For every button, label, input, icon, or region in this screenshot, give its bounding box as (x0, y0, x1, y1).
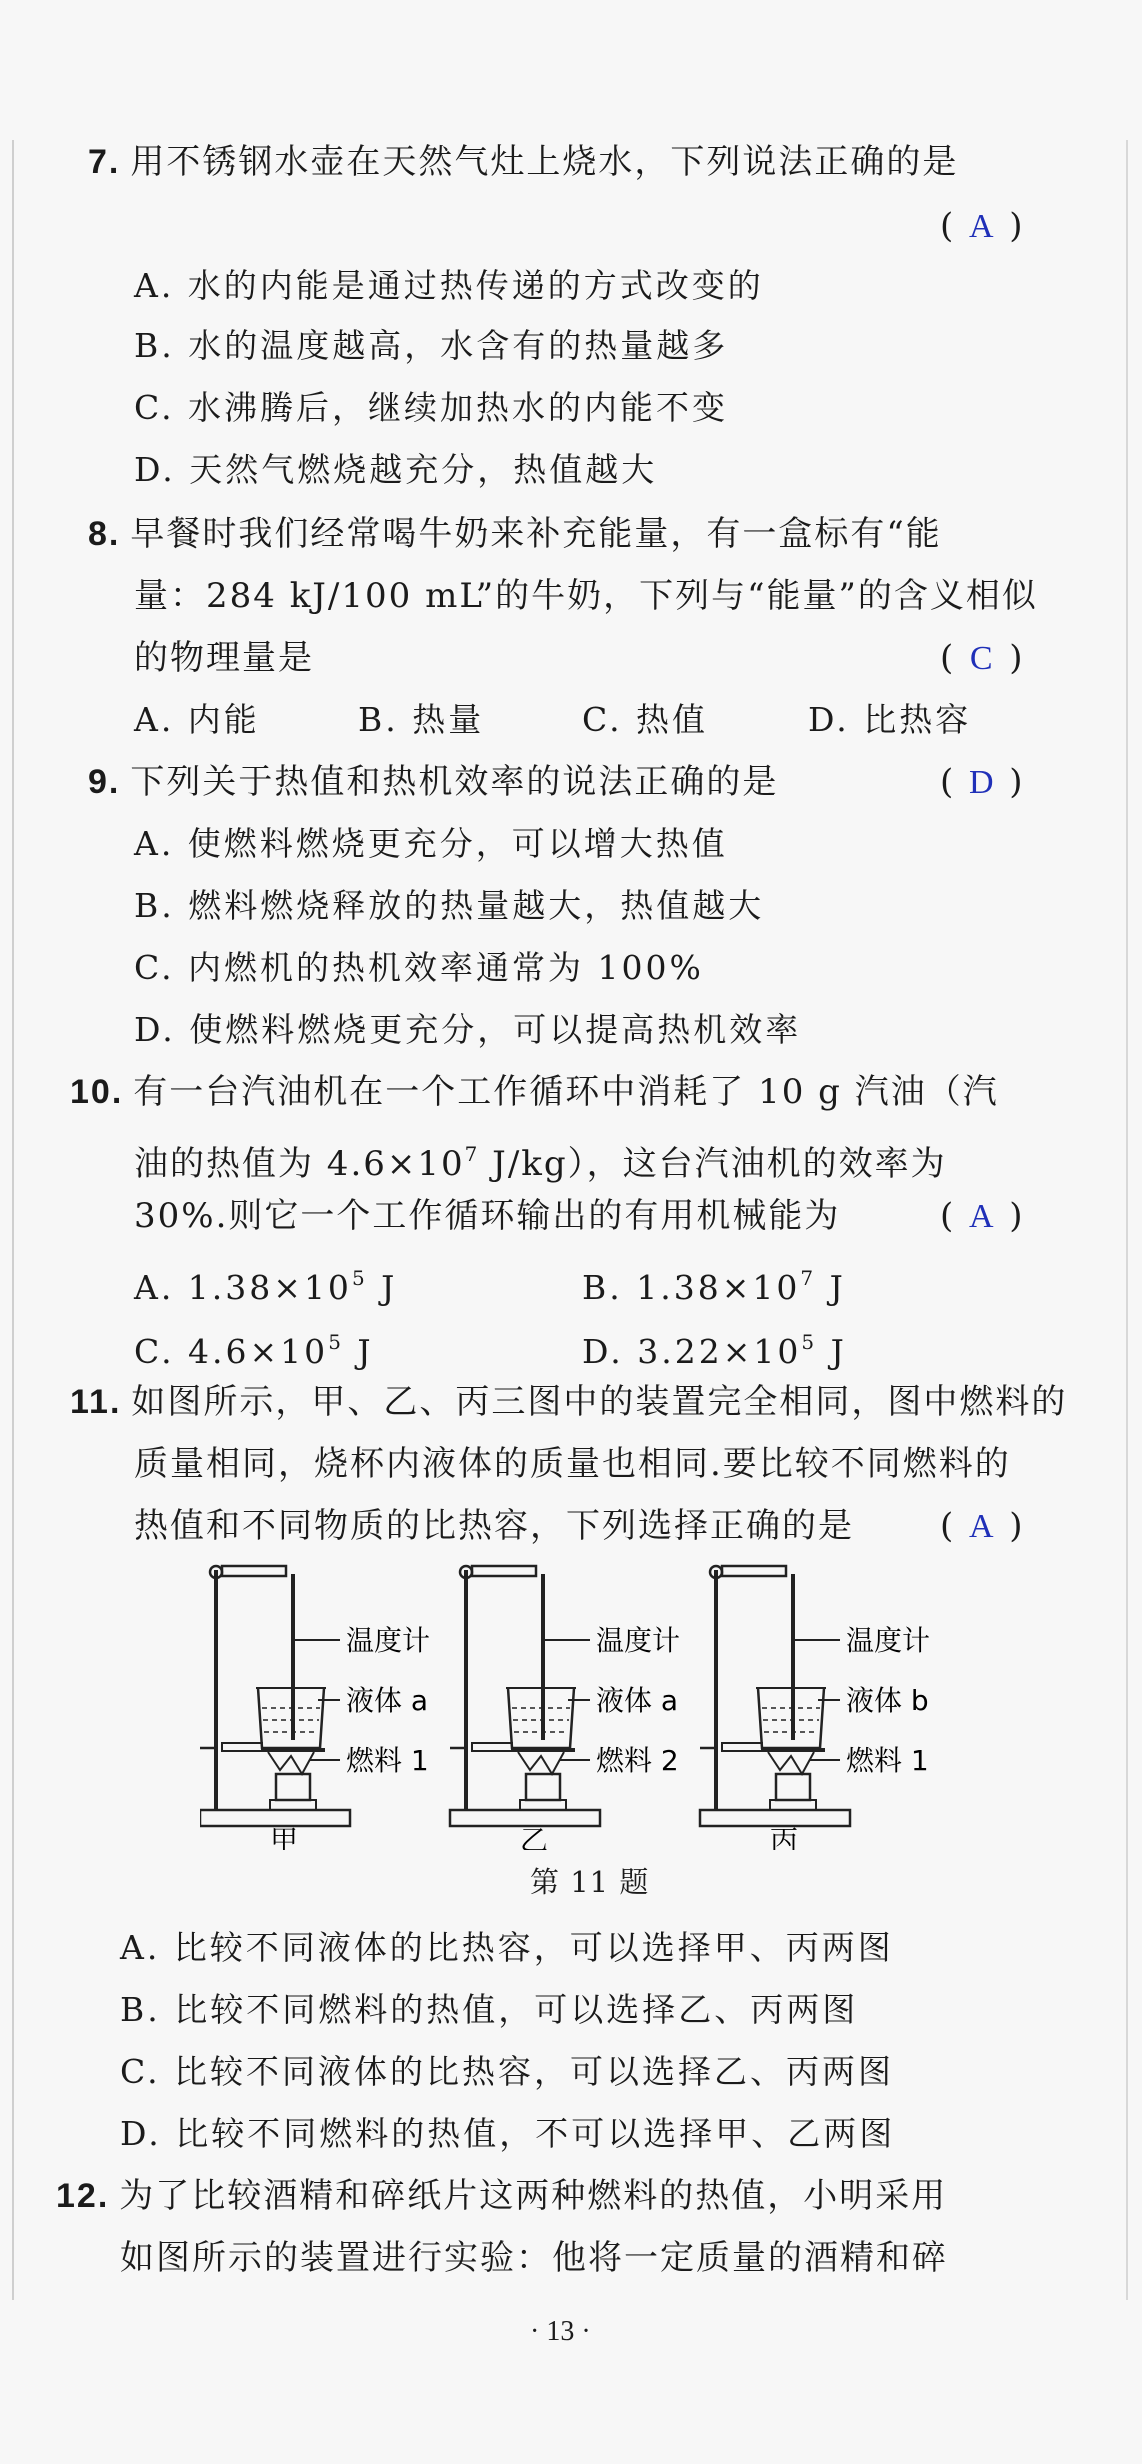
option-11c: C. 比较不同液体的比热容，可以选择乙、丙两图 (120, 2052, 895, 2091)
option-10c: C. $4.6\times 10^5$ J (134, 1330, 374, 1371)
label-panel-1: 甲 (270, 1824, 299, 1850)
answer-7: A (968, 208, 994, 245)
label-thermometer-2: 温度计 (596, 1624, 681, 1657)
answer-blank-11: ( A ) (940, 1504, 1023, 1549)
label-liquid-3: 液体 b (846, 1684, 929, 1717)
question-10-stem: 10. 有一台汽油机在一个工作循环中消耗了 10 g 汽油（汽 (70, 1072, 999, 1112)
question-11-stem-line2: 质量相同，烧杯内液体的质量也相同.要比较不同燃料的 (134, 1444, 1011, 1484)
option-11d: D. 比较不同燃料的热值，不可以选择甲、乙两图 (120, 2114, 896, 2153)
answer-blank-10: ( A ) (940, 1194, 1023, 1239)
answer-blank-9: ( D ) (940, 760, 1023, 805)
panel-jia (200, 1566, 430, 1850)
option-8d: D. 比热容 (808, 700, 972, 739)
label-fuel-2: 燃料 2 (596, 1744, 679, 1777)
figure-11 (200, 1560, 960, 1850)
question-12-stem-line2: 如图所示的装置进行实验：他将一定质量的酒精和碎 (120, 2238, 948, 2278)
label-liquid-2: 液体 a (596, 1684, 679, 1717)
label-panel-2: 乙 (520, 1824, 549, 1850)
question-11-stem: 11. 如图所示，甲、乙、丙三图中的装置完全相同，图中燃料的 (70, 1382, 1068, 1422)
option-8a: A. 内能 (134, 700, 260, 739)
option-9a: A. 使燃料燃烧更充分，可以增大热值 (134, 824, 728, 863)
question-12-stem: 12. 为了比较酒精和碎纸片这两种燃料的热值，小明采用 (56, 2176, 948, 2216)
option-7d: D. 天然气燃烧越充分，热值越大 (134, 450, 658, 489)
option-10d: D. $3.22\times 10^5$ J (582, 1330, 847, 1371)
panel-bing (700, 1566, 930, 1850)
option-8c: C. 热值 (582, 700, 709, 739)
option-10a: A. $1.38\times 10^5$ J (134, 1266, 398, 1307)
question-8-stem-line2: 量：284 kJ/100 mL”的牛奶，下列与“能量”的含义相似 (134, 576, 1038, 616)
option-8b: B. 热量 (358, 700, 485, 739)
answer-blank-7: ( A ) (940, 204, 1023, 249)
label-fuel-3: 燃料 1 (846, 1744, 929, 1777)
question-number: 7. (88, 143, 121, 181)
option-10b: B. $1.38\times 10^7$ J (582, 1266, 846, 1307)
label-thermometer-3: 温度计 (846, 1624, 931, 1657)
label-panel-3: 丙 (770, 1824, 799, 1850)
label-fuel-1: 燃料 1 (346, 1744, 429, 1777)
page-number: · 13 · (530, 2316, 591, 2347)
label-liquid-1: 液体 a (346, 1684, 429, 1717)
option-7b: B. 水的温度越高，水含有的热量越多 (134, 326, 729, 365)
option-9c: C. 内燃机的热机效率通常为 100% (134, 948, 704, 987)
answer-8: C (969, 640, 993, 677)
option-11a: A. 比较不同液体的比热容，可以选择甲、丙两图 (120, 1928, 894, 1967)
answer-11: A (968, 1508, 994, 1545)
question-10-stem-line2: 油的热值为 $4.6\times 10^7$ J/kg），这台汽油机的效率为 (134, 1142, 947, 1184)
answer-10: A (968, 1198, 994, 1235)
figure-caption: 第 11 题 (530, 1865, 650, 1899)
question-9-stem: 9. 下列关于热值和热机效率的说法正确的是 (88, 762, 779, 802)
apparatus-diagram (200, 1560, 960, 1850)
label-thermometer-1: 温度计 (346, 1624, 431, 1657)
question-7-stem: 7. 用不锈钢水壶在天然气灶上烧水，下列说法正确的是 (88, 142, 959, 182)
option-7a: A. 水的内能是通过热传递的方式改变的 (134, 266, 764, 305)
panel-yi (450, 1566, 680, 1850)
option-7c: C. 水沸腾后，继续加热水的内能不变 (134, 388, 729, 427)
question-8-stem-line3: 的物理量是 (134, 638, 314, 678)
option-9d: D. 使燃料燃烧更充分，可以提高热机效率 (134, 1010, 802, 1049)
question-10-stem-line3: 30%.则它一个工作循环输出的有用机械能为 (134, 1196, 841, 1236)
question-11-stem-line3: 热值和不同物质的比热容，下列选择正确的是 (134, 1506, 854, 1546)
answer-blank-8: ( C ) (940, 636, 1023, 681)
question-8-stem: 8. 早餐时我们经常喝牛奶来补充能量，有一盒标有“能 (88, 514, 942, 554)
answer-9: D (968, 764, 994, 801)
option-11b: B. 比较不同燃料的热值，可以选择乙、丙两图 (120, 1990, 859, 2029)
option-9b: B. 燃料燃烧释放的热量越大，热值越大 (134, 886, 765, 925)
